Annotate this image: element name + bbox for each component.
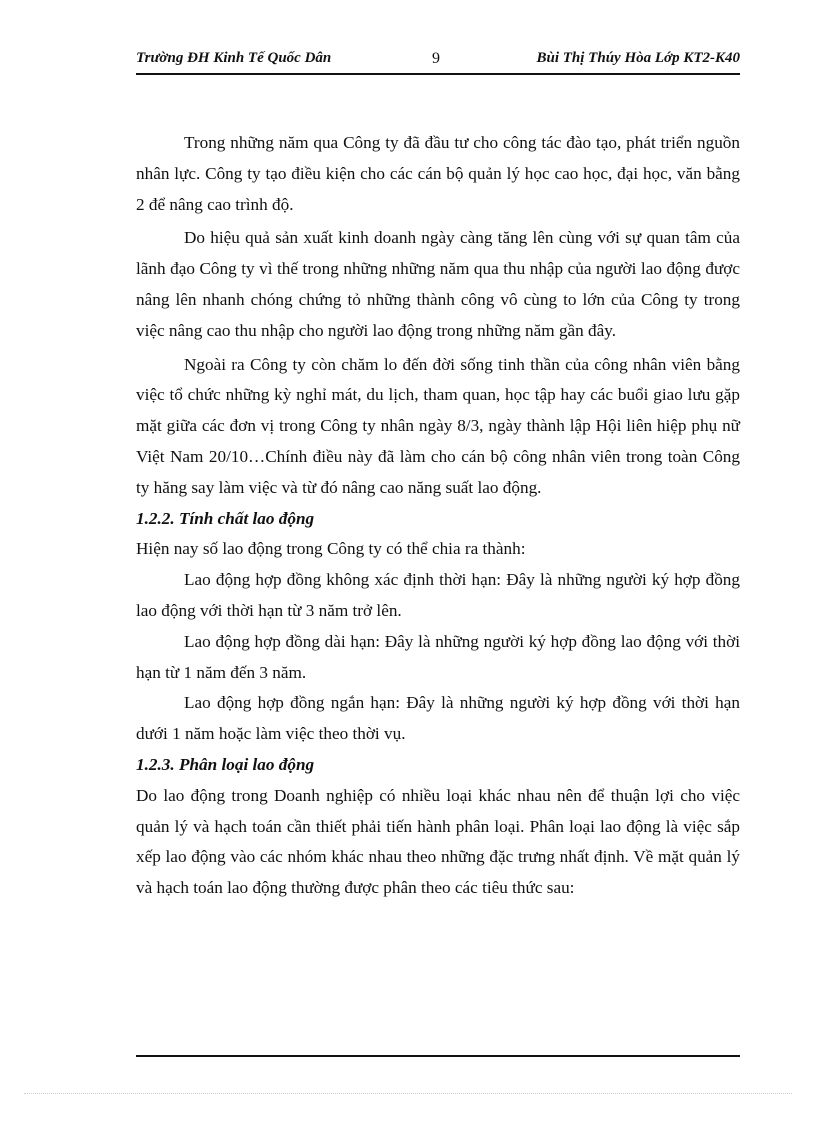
paragraph-long-term-contract: Lao động hợp đồng dài hạn: Đây là những người ký hợp đồng lao động với thời hạn từ 1 năm đến 3 năm.	[136, 631, 740, 682]
paragraph-labor-intro: Hiện nay số lao động trong Công ty có thể chia ra thành:	[136, 539, 526, 559]
paragraph-spiritual-life: Ngoài ra Công ty còn chăm lo đến đời sống tinh thần của công nhân viên bằng việc tổ chức những kỳ nghỉ mát, du lịch, tham quan, học tập hay các buổi giao lưu gặp mặt giữa các đơn vị trong Công ty nhân ngày 8/3, ngày thành lập Hội liên hiệp phụ nữ Việt Nam 20/10…Chính điều này đã làm cho cán bộ công nhân viên trong toàn Công ty hăng say làm việc và từ đó nâng cao năng suất lao động.	[136, 354, 740, 497]
page-bottom-edge	[24, 1093, 792, 1094]
header-university: Trường ĐH Kinh Tế Quốc Dân	[136, 50, 332, 66]
header-rule	[136, 73, 740, 75]
page-header	[136, 50, 740, 72]
footer-rule	[136, 1055, 740, 1057]
paragraph-classification: Do lao động trong Doanh nghiệp có nhiều loại khác nhau nên để thuận lợi cho việc quản lý và hạch toán cần thiết phải tiến hành phân loại. Phân loại lao động là việc sắp xếp lao động vào các nhóm khác nhau theo những đặc trưng nhất định. Về mặt quản lý và hạch toán lao động thường được phân theo các tiêu thức sau:	[136, 785, 740, 898]
header-page-number: 9	[432, 50, 440, 67]
paragraph-income: Do hiệu quả sản xuất kinh doanh ngày càng tăng lên cùng với sự quan tâm của lãnh đạo Công ty vì thế trong những những năm qua thu nhập của người lao động được nâng lên nhanh chóng chứng tỏ những thành công vô cùng to lớn của Công ty trong việc nâng cao thu nhập cho người lao động trong những năm gần đây.	[136, 228, 740, 340]
paragraph-short-term-contract: Lao động hợp đồng ngắn hạn: Đây là những người ký hợp đồng với thời hạn dưới 1 năm hoặc làm việc theo thời vụ.	[136, 693, 740, 744]
document-body	[136, 128, 740, 904]
header-author-class: Bùi Thị Thúy Hòa Lớp KT2-K40	[536, 50, 740, 66]
section-heading-labor-nature: 1.2.2. Tính chất lao động	[136, 508, 315, 528]
section-heading-labor-classification: 1.2.3. Phân loại lao động	[136, 754, 315, 774]
paragraph-indefinite-contract: Lao động hợp đồng không xác định thời hạn: Đây là những người ký hợp đồng lao động với thời hạn từ 3 năm trở lên.	[136, 570, 740, 620]
paragraph-training: Trong những năm qua Công ty đã đầu tư cho công tác đào tạo, phát triển nguồn nhân lực. Công ty tạo điều kiện cho các cán bộ quản lý học cao học, đại học, văn bằng 2 để nâng cao trình độ.	[136, 133, 740, 214]
